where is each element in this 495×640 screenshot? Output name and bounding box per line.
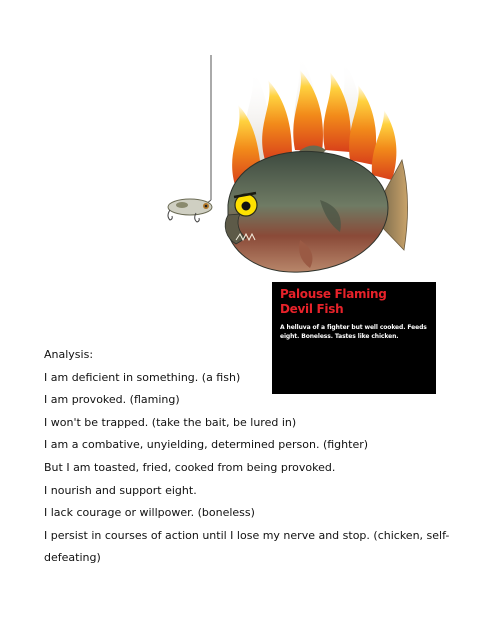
analysis-line: I lack courage or willpower. (boneless) bbox=[44, 506, 255, 520]
fish-illustration bbox=[0, 0, 495, 300]
label-title-line2: Devil Fish bbox=[280, 302, 344, 316]
analysis-line: I am provoked. (flaming) bbox=[44, 393, 180, 407]
analysis-section bbox=[44, 344, 464, 570]
analysis-line: I nourish and support eight. bbox=[44, 483, 197, 497]
analysis-heading: Analysis: bbox=[44, 348, 94, 361]
label-title-line1: Palouse Flaming bbox=[280, 287, 387, 301]
analysis-line: I am deficient in something. (a fish) bbox=[44, 370, 241, 384]
analysis-line: I won't be trapped. (take the bait, be lured in) bbox=[44, 415, 297, 429]
analysis-line: defeating) bbox=[44, 551, 101, 565]
analysis-line: I am a combative, unyielding, determined person. (fighter) bbox=[44, 438, 369, 452]
fishing-lure-icon bbox=[168, 199, 212, 222]
label-tagline: A helluva of a fighter but well cooked. Feeds eight. Boneless. Tastes like chicken. bbox=[280, 324, 427, 340]
analysis-line: But I am toasted, fried, cooked from being provoked. bbox=[44, 460, 336, 474]
analysis-line: I persist in courses of action until I lose my nerve and stop. (chicken, self- bbox=[44, 528, 450, 542]
